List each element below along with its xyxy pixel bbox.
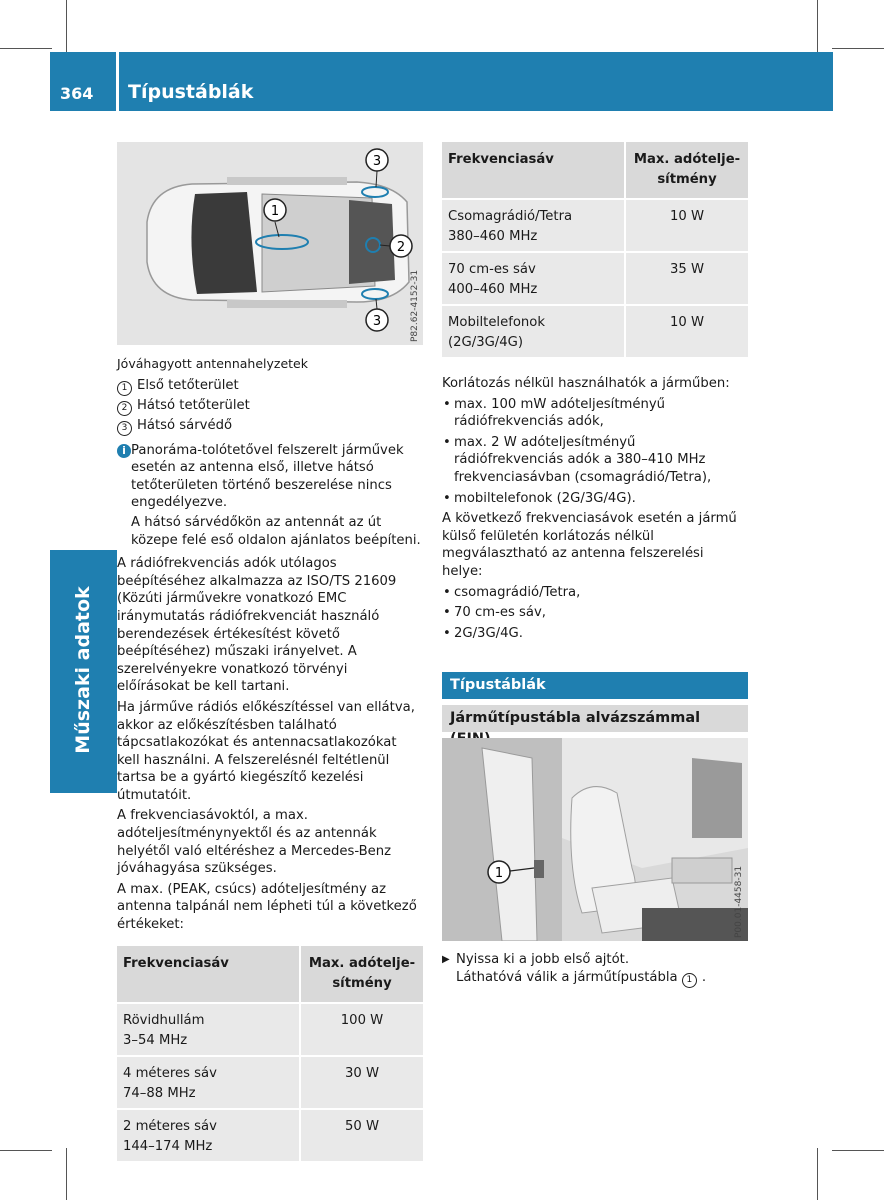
crop-mark bbox=[832, 48, 884, 49]
subsection-heading: Járműtípustábla alvázszámmal bbox=[442, 705, 748, 732]
crop-mark bbox=[0, 1150, 52, 1151]
band-range: (2G/3G/4G) bbox=[448, 335, 524, 350]
table-header: Frekvenciasáv bbox=[117, 946, 300, 1003]
figure-code: P82.62-4152-31 bbox=[410, 269, 420, 342]
body-paragraph: Ha járműve rádiós előkészítéssel van ellátva, akkor az előkészítésben található tápcsatlakozókat és antennacsatlakozókat kell használni. A felszerelésnél feltétlenül tartsa be a gyártó kiegészítő kezelési útmutatóit. bbox=[117, 699, 415, 803]
band-name: Mobiltelefonok bbox=[448, 315, 545, 330]
band-name: 2 méteres sáv bbox=[123, 1118, 217, 1134]
table-row bbox=[442, 305, 748, 357]
side-tab-label-box bbox=[50, 550, 117, 754]
info-paragraph: A hátsó sárvédőkön az antennát az út közepe felé eső oldalon ajánlatos beépíteni. bbox=[131, 514, 421, 548]
legend-text: Hátsó tetőterület bbox=[137, 397, 250, 413]
callout-3-top: 3 bbox=[372, 154, 382, 169]
list-item: • 70 cm-es sáv, bbox=[442, 604, 748, 622]
step-result-suffix: . bbox=[701, 970, 707, 986]
table-row bbox=[117, 1003, 423, 1056]
body-paragraph: A rádiófrekvenciás adók utólagos beépítéséhez alkalmazza az ISO/TS 21609 (Közúti járművekre vonatkozó EMC iránymutatás rádiófrekvenciát használó berendezések értékesítést követő beépítéséhez) műszaki irányelvet. A szerelvényekre vonatkozó törvényi előírásokat be kell tartani. bbox=[117, 556, 397, 695]
header-divider bbox=[116, 52, 119, 111]
crop-mark bbox=[817, 0, 818, 52]
crop-mark bbox=[66, 0, 67, 52]
crop-mark bbox=[0, 48, 52, 49]
info-icon: i bbox=[117, 444, 131, 458]
step-text: Nyissa ki a jobb első ajtót. bbox=[456, 952, 630, 968]
car-top-view-illustration bbox=[117, 142, 423, 345]
table-cell: 10 W bbox=[625, 199, 748, 252]
table-header: Frekvenciasáv bbox=[442, 142, 625, 199]
list-item: • max. 2 W adóteljesítményű rádiófrekvenciás adók a 380–410 MHz frekvenciasávban (csomagrádió/Tetra), bbox=[442, 434, 748, 487]
figure2-code: P00.01-4458-31 bbox=[734, 866, 744, 939]
table-cell: 100 W bbox=[300, 1003, 423, 1056]
door-figure bbox=[442, 738, 748, 941]
list-item: • 2G/3G/4G. bbox=[442, 625, 748, 643]
legend-item bbox=[117, 376, 423, 396]
band-range: 400–460 MHz bbox=[448, 282, 538, 297]
right-column bbox=[442, 142, 748, 988]
crop-mark bbox=[66, 1148, 67, 1200]
band-range: 74–88 MHz bbox=[123, 1085, 196, 1101]
body-paragraph: A frekvenciasávoktól, a max. adóteljesítménynyektől és az antennák helyétől való eltéréshez a Mercedes-Benz jóváhagyása szükséges. bbox=[117, 808, 392, 877]
body-paragraph: A max. (PEAK, csúcs) adóteljesítmény az antenna talpánál nem lépheti túl a következő értékeket: bbox=[117, 881, 417, 933]
table-cell: 50 W bbox=[300, 1109, 423, 1161]
side-tab-label: Műszaki adatok bbox=[72, 586, 94, 754]
table-cell bbox=[117, 1003, 300, 1056]
band-name: Csomagrádió/Tetra bbox=[448, 209, 573, 224]
unrestricted-list bbox=[442, 396, 748, 508]
callout-1: 1 bbox=[270, 204, 280, 219]
unrestricted-intro: Korlátozás nélkül használhatók a járműben: bbox=[442, 376, 730, 391]
legend-text: Hátsó sárvédő bbox=[137, 417, 233, 433]
table-cell bbox=[442, 199, 625, 252]
table-cell bbox=[442, 305, 625, 357]
step-result-number: 1 bbox=[682, 973, 697, 988]
info-note bbox=[117, 442, 423, 550]
page-title: Típustáblák bbox=[128, 81, 254, 103]
band-range: 380–460 MHz bbox=[448, 229, 538, 244]
list-item: • csomagrádió/Tetra, bbox=[442, 584, 748, 602]
table-cell bbox=[442, 252, 625, 305]
band-name: 4 méteres sáv bbox=[123, 1065, 217, 1081]
legend-number: 3 bbox=[117, 421, 132, 436]
instruction-step bbox=[442, 951, 748, 988]
step-arrow-icon: ▶ bbox=[442, 954, 450, 966]
door-callout-1: 1 bbox=[494, 866, 504, 882]
crop-mark bbox=[817, 1148, 818, 1200]
table-header: Max. adótelje-sítmény bbox=[300, 946, 423, 1003]
step-result-text: Láthatóvá válik a járműtípustábla bbox=[456, 970, 678, 986]
table-cell: 30 W bbox=[300, 1056, 423, 1109]
table-row bbox=[442, 199, 748, 252]
table-header-row bbox=[442, 142, 748, 199]
band-name: Rövidhullám bbox=[123, 1012, 205, 1028]
figure-caption: Jóváhagyott antennahelyzetek bbox=[117, 356, 308, 371]
table-cell: 10 W bbox=[625, 305, 748, 357]
legend-item bbox=[117, 416, 423, 436]
table-cell bbox=[117, 1056, 300, 1109]
power-table-right bbox=[442, 142, 748, 357]
table-row bbox=[117, 1056, 423, 1109]
table-row bbox=[442, 252, 748, 305]
step-result bbox=[456, 969, 748, 988]
car-door-illustration bbox=[442, 738, 748, 941]
section-heading: Típustáblák bbox=[442, 672, 748, 699]
info-paragraph: Panoráma-tolótetővel felszerelt járművek esetén az antenna első, illetve hátsó tetőterületen történő beszerelése nincs engedélyezve. bbox=[131, 442, 404, 511]
list-item: • mobiltelefonok (2G/3G/4G). bbox=[442, 490, 748, 508]
band-range: 3–54 MHz bbox=[123, 1032, 188, 1048]
callout-3-bottom: 3 bbox=[372, 314, 382, 329]
band-name: 70 cm-es sáv bbox=[448, 262, 536, 277]
legend-text: Első tetőterület bbox=[137, 377, 239, 393]
band-range: 144–174 MHz bbox=[123, 1138, 213, 1154]
left-column bbox=[117, 142, 423, 1161]
callout-2: 2 bbox=[396, 240, 406, 255]
crop-mark bbox=[832, 1150, 884, 1151]
table-cell: 35 W bbox=[625, 252, 748, 305]
legend-item bbox=[117, 396, 423, 416]
outside-intro: A következő frekvenciasávok esetén a jármű külső felületén korlátozás nélkül megválasztható az antenna felszerelési helye: bbox=[442, 511, 737, 579]
table-header-row bbox=[117, 946, 423, 1003]
table-cell bbox=[117, 1109, 300, 1161]
table-header: Max. adótelje-sítmény bbox=[625, 142, 748, 199]
antenna-positions-figure bbox=[117, 142, 423, 345]
outside-list bbox=[442, 584, 748, 643]
list-item: • max. 100 mW adóteljesítményű rádiófrekvenciás adók, bbox=[442, 396, 748, 431]
table-row bbox=[117, 1109, 423, 1161]
legend-number: 1 bbox=[117, 381, 132, 396]
power-table-left bbox=[117, 946, 423, 1161]
legend-number: 2 bbox=[117, 401, 132, 416]
page-number: 364 bbox=[60, 84, 94, 103]
